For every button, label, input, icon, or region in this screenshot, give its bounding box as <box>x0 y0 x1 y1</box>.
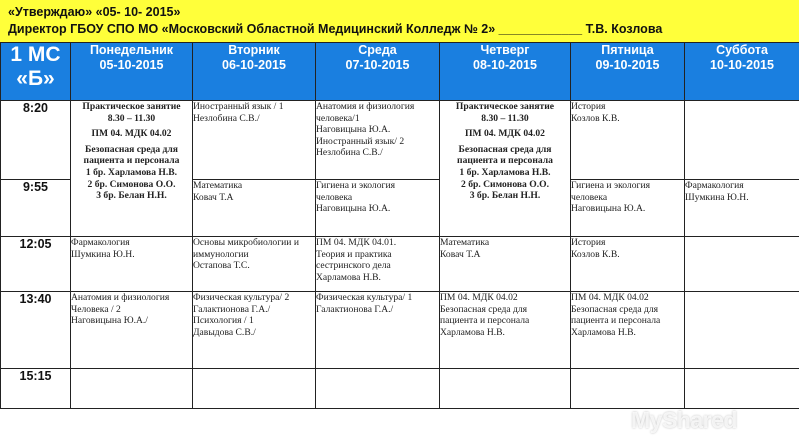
lesson-cell: Иностранный язык / 1 Нeзлобина С.В./ <box>193 101 316 180</box>
checkmark-icon <box>605 409 627 431</box>
lesson-cell: Анатомия и физиология Человека / 2 Наговицына Ю.А./ <box>71 292 193 369</box>
day-date: 06-10-2015 <box>222 58 286 72</box>
lesson-cell-empty <box>440 369 571 409</box>
day-name: Вторник <box>228 43 280 57</box>
lesson-cell: Физическая культура/ 2 Галактионова Г.А./ Психология / 1 Давыдова С.В./ <box>193 292 316 369</box>
schedule-table <box>0 42 799 409</box>
lesson-cell: Основы микробиологии и иммунологии Остапова Т.С. <box>193 237 316 292</box>
lesson-cell: Фармакология Шумкина Ю.Н. <box>685 180 799 237</box>
approval-line: «Утверждаю» «05- 10- 2015» <box>8 5 181 19</box>
day-header-saturday <box>685 43 799 101</box>
day-name: Пятница <box>601 43 654 57</box>
day-header-wednesday <box>316 43 440 101</box>
watermark-logo <box>605 405 795 435</box>
lesson-cell-empty <box>685 237 799 292</box>
practical-cell-thursday: Практическое занятие 8.30 – 11.30 ПМ 04. МДК 04.02 Безопасная среда для пациента и персонала 1 бр. Харламова Н.В. 2 бр. Симонова О.О. 3 бр. Белан Н.Н. <box>440 101 571 237</box>
lesson-cell: Физическая культура/ 1 Галактионова Г.А./ <box>316 292 440 369</box>
lesson-cell: История Козлов К.В. <box>571 237 685 292</box>
director-line: Директор ГБОУ СПО МО «Московский Областной Медицинский Колледж № 2» ____________ Т.В. Козлова <box>8 22 663 36</box>
lesson-cell-empty <box>685 292 799 369</box>
day-name: Понедельник <box>89 43 174 57</box>
lesson-cell: Фармакология Шумкина Ю.Н. <box>71 237 193 292</box>
day-date: 05-10-2015 <box>99 58 164 72</box>
time-slot: 9:55 <box>1 180 71 237</box>
day-header-thursday <box>440 43 571 101</box>
day-name: Суббота <box>716 43 768 57</box>
table-row <box>1 101 799 180</box>
day-name: Четверг <box>480 43 530 57</box>
table-row <box>1 369 799 409</box>
time-slot: 13:40 <box>1 292 71 369</box>
lesson-cell: Гигиена и экология человека Наговицына Ю.А. <box>316 180 440 237</box>
day-header-tuesday <box>193 43 316 101</box>
group-label: 1 МС «Б» <box>1 43 71 101</box>
time-slot: 15:15 <box>1 369 71 409</box>
time-slot: 8:20 <box>1 101 71 180</box>
day-date: 09-10-2015 <box>595 58 660 72</box>
approval-header <box>0 0 799 42</box>
table-row <box>1 237 799 292</box>
day-header-monday <box>71 43 193 101</box>
lesson-cell-empty <box>685 101 799 180</box>
lesson-cell: История Козлов К.В. <box>571 101 685 180</box>
lesson-cell: Анатомия и физиология человека/1 Наговицына Ю.А. Иностранный язык/ 2 Незлобина С.В./ <box>316 101 440 180</box>
table-header-row <box>1 43 799 101</box>
table-row <box>1 292 799 369</box>
lesson-cell: ПМ 04. МДК 04.02 Безопасная среда для пациента и персонала Харламова Н.В. <box>440 292 571 369</box>
lesson-cell: Математика Ковач Т.А <box>440 237 571 292</box>
day-date: 07-10-2015 <box>345 58 410 72</box>
day-date: 10-10-2015 <box>710 58 774 72</box>
lesson-cell-empty <box>316 369 440 409</box>
lesson-cell: Математика Ковач Т.А <box>193 180 316 237</box>
practical-cell-monday: Практическое занятие 8.30 – 11.30 ПМ 04. МДК 04.02 Безопасная среда для пациента и персонала 1 бр. Харламова Н.В. 2 бр. Симонова О.О. 3 бр. Белан Н.Н. <box>71 101 193 237</box>
lesson-cell-empty <box>71 369 193 409</box>
lesson-cell: ПМ 04. МДК 04.02 Безопасная среда для пациента и персонала Харламова Н.В. <box>571 292 685 369</box>
watermark-text: MyShared <box>631 406 737 433</box>
lesson-cell-empty <box>685 369 799 409</box>
lesson-cell: ПМ 04. МДК 04.01. Теория и практика сестринского дела Харламова Н.В. <box>316 237 440 292</box>
time-slot: 12:05 <box>1 237 71 292</box>
day-header-friday <box>571 43 685 101</box>
lesson-cell-empty <box>571 369 685 409</box>
lesson-cell: Гигиена и экология человека Наговицына Ю.А. <box>571 180 685 237</box>
lesson-cell-empty <box>193 369 316 409</box>
day-date: 08-10-2015 <box>473 58 537 72</box>
day-name: Среда <box>358 43 397 57</box>
